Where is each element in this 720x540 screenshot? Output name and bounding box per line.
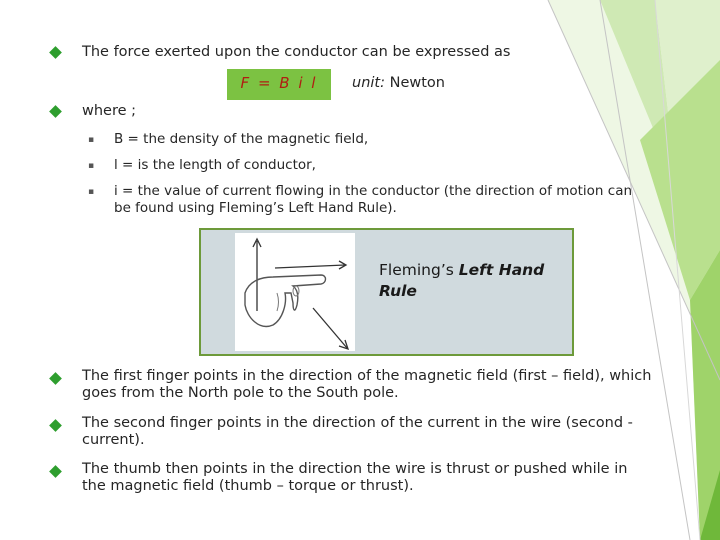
hand-illustration-icon bbox=[235, 233, 355, 351]
definition-item: i = the value of current flowing in the conductor (the direction of motion can be found using Fleming’s Left Hand Rule). bbox=[114, 183, 633, 216]
definition-item: B = the density of the magnetic field, bbox=[114, 131, 369, 147]
caption-emphasis: Left Hand Rule bbox=[379, 261, 545, 300]
figure-caption bbox=[379, 260, 572, 302]
point-item: The thumb then points in the direction the wire is thrust or pushed while in the magnetic field (thumb – torque or thrust). bbox=[82, 461, 628, 494]
caption-prefix: Fleming’s bbox=[379, 261, 454, 279]
point-item: The first finger points in the direction of the magnetic field (first – field), which goes from the North pole to the South pole. bbox=[82, 368, 652, 401]
unit-text bbox=[352, 75, 445, 91]
definition-item: l = is the length of conductor, bbox=[114, 157, 316, 173]
formula-text: F = B i l bbox=[240, 74, 318, 92]
sub-bullet-icon: ▪ bbox=[88, 161, 95, 171]
fleming-figure bbox=[199, 228, 574, 356]
formula-box bbox=[227, 69, 331, 100]
point-item: The second finger points in the direction of the current in the wire (second - current). bbox=[82, 415, 633, 448]
unit-value: Newton bbox=[389, 75, 445, 91]
sub-bullet-icon: ▪ bbox=[88, 187, 95, 197]
unit-label: unit: bbox=[352, 75, 385, 91]
where-text: where ; bbox=[82, 103, 137, 119]
intro-text: The force exerted upon the conductor can be expressed as bbox=[82, 44, 511, 60]
sub-bullet-icon: ▪ bbox=[88, 135, 95, 145]
